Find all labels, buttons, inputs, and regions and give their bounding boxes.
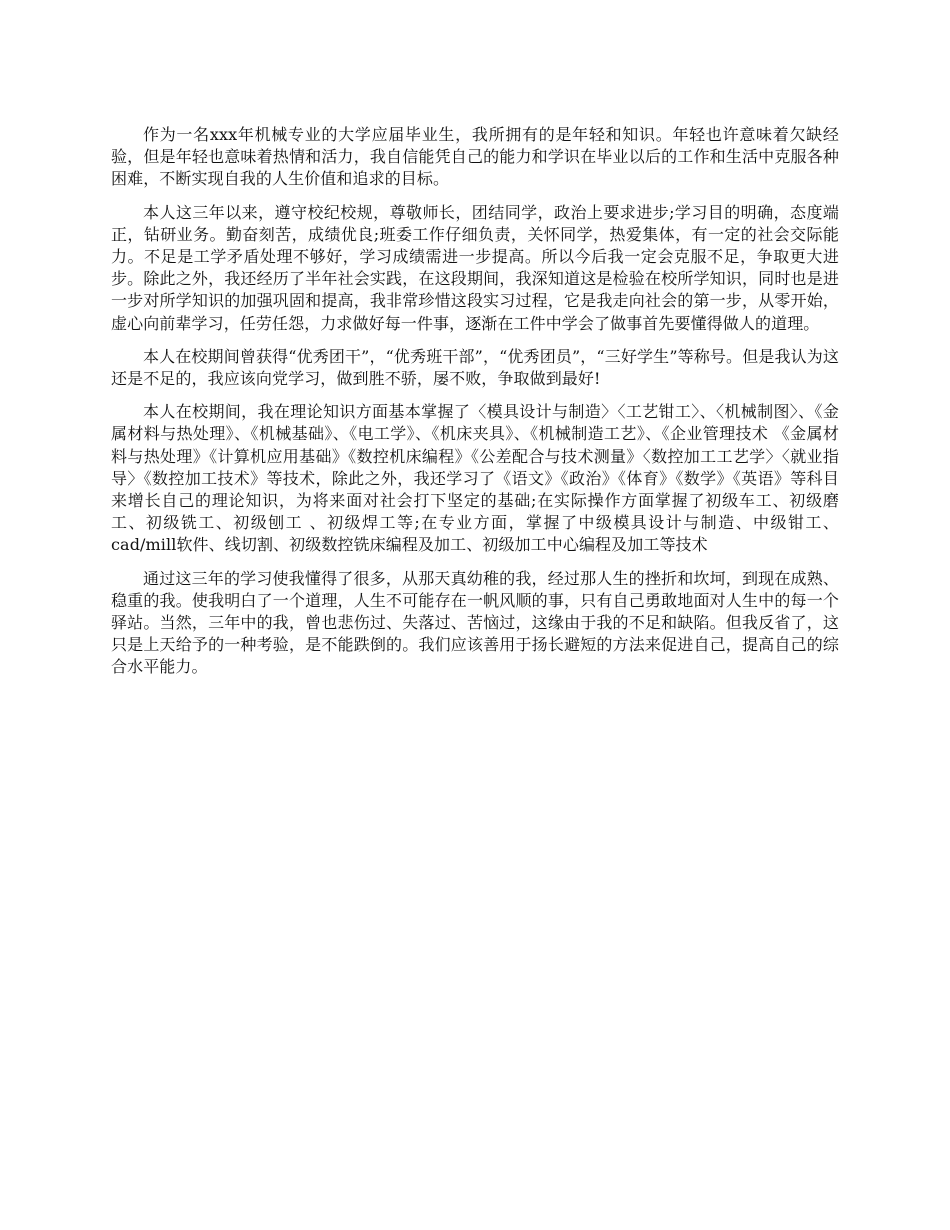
paragraph-reflection: 通过这三年的学习使我懂得了很多，从那天真幼稚的我，经过那人生的挫折和坎坷，到现在成熟、稳重的我。使我明白了一个道理，人生不可能存在一帆风顺的事，只有自己勇敢地面对人生中的每一个驿站。当然，三年中的我，曾也悲伤过、失落过、苦恼过，这缘由于我的不足和缺陷。但我反省了，这只是上天给予的一种考验，是不能跌倒的。我们应该善用于扬长避短的方法来促进自己，提高自己的综合水平能力。 — [111, 568, 839, 677]
paragraph-skills: 本人在校期间，我在理论知识方面基本掌握了〈模具设计与制造〉〈工艺钳工〉、〈机械制图〉、《金属材料与热处理》、《机械基础》、《电工学》、《机床夹具》、《机械制造工艺》、《企业管理技术 《金属材料与热处理》《计算机应用基础》《数控机床编程》《公差配合与技术测量》〈数控加工工艺学〉〈就业指导〉《数控加工技术》等技术，除此之外，我还学习了《语文》《政治》《体育》《数学》《英语》等科目来增长自己的理论知识，为将来面对社会打下坚定的基础;在实际操作方面掌握了初级车工、初级磨工、初级铣工、初级刨工 、初级焊工等;在专业方面，掌握了中级模具设计与制造、中级钳工、cad/mill软件、线切割、初级数控铣床编程及加工、初级加工中心编程及加工等技术 — [111, 402, 839, 555]
paragraph-conduct: 本人这三年以来，遵守校纪校规，尊敬师长，团结同学，政治上要求进步;学习目的明确，态度端正，钻研业务。勤奋刻苦，成绩优良;班委工作仔细负责，关怀同学，热爱集体，有一定的社会交际能力。不足是工学矛盾处理不够好，学习成绩需进一步提高。所以今后我一定会克服不足，争取更大进步。除此之外，我还经历了半年社会实践，在这段期间，我深知道这是检验在校所学知识，同时也是进一步对所学知识的加强巩固和提高，我非常珍惜这段实习过程，它是我走向社会的第一步，从零开始，虚心向前辈学习，任劳任怨，力求做好每一件事，逐渐在工件中学会了做事首先要懂得做人的道理。 — [111, 202, 839, 333]
paragraph-intro: 作为一名xxx年机械专业的大学应届毕业生，我所拥有的是年轻和知识。年轻也许意味着欠缺经验，但是年轻也意味着热情和活力，我自信能凭自己的能力和学识在毕业以后的工作和生活中克服各种困难，不断实现自我的人生价值和追求的目标。 — [111, 125, 839, 189]
document-body — [111, 124, 839, 690]
paragraph-honors: 本人在校期间曾获得“优秀团干”，“优秀班干部”，“优秀团员”，“三好学生”等称号。但是我认为这还是不足的，我应该向党学习，做到胜不骄，屡不败，争取做到最好! — [111, 346, 839, 389]
